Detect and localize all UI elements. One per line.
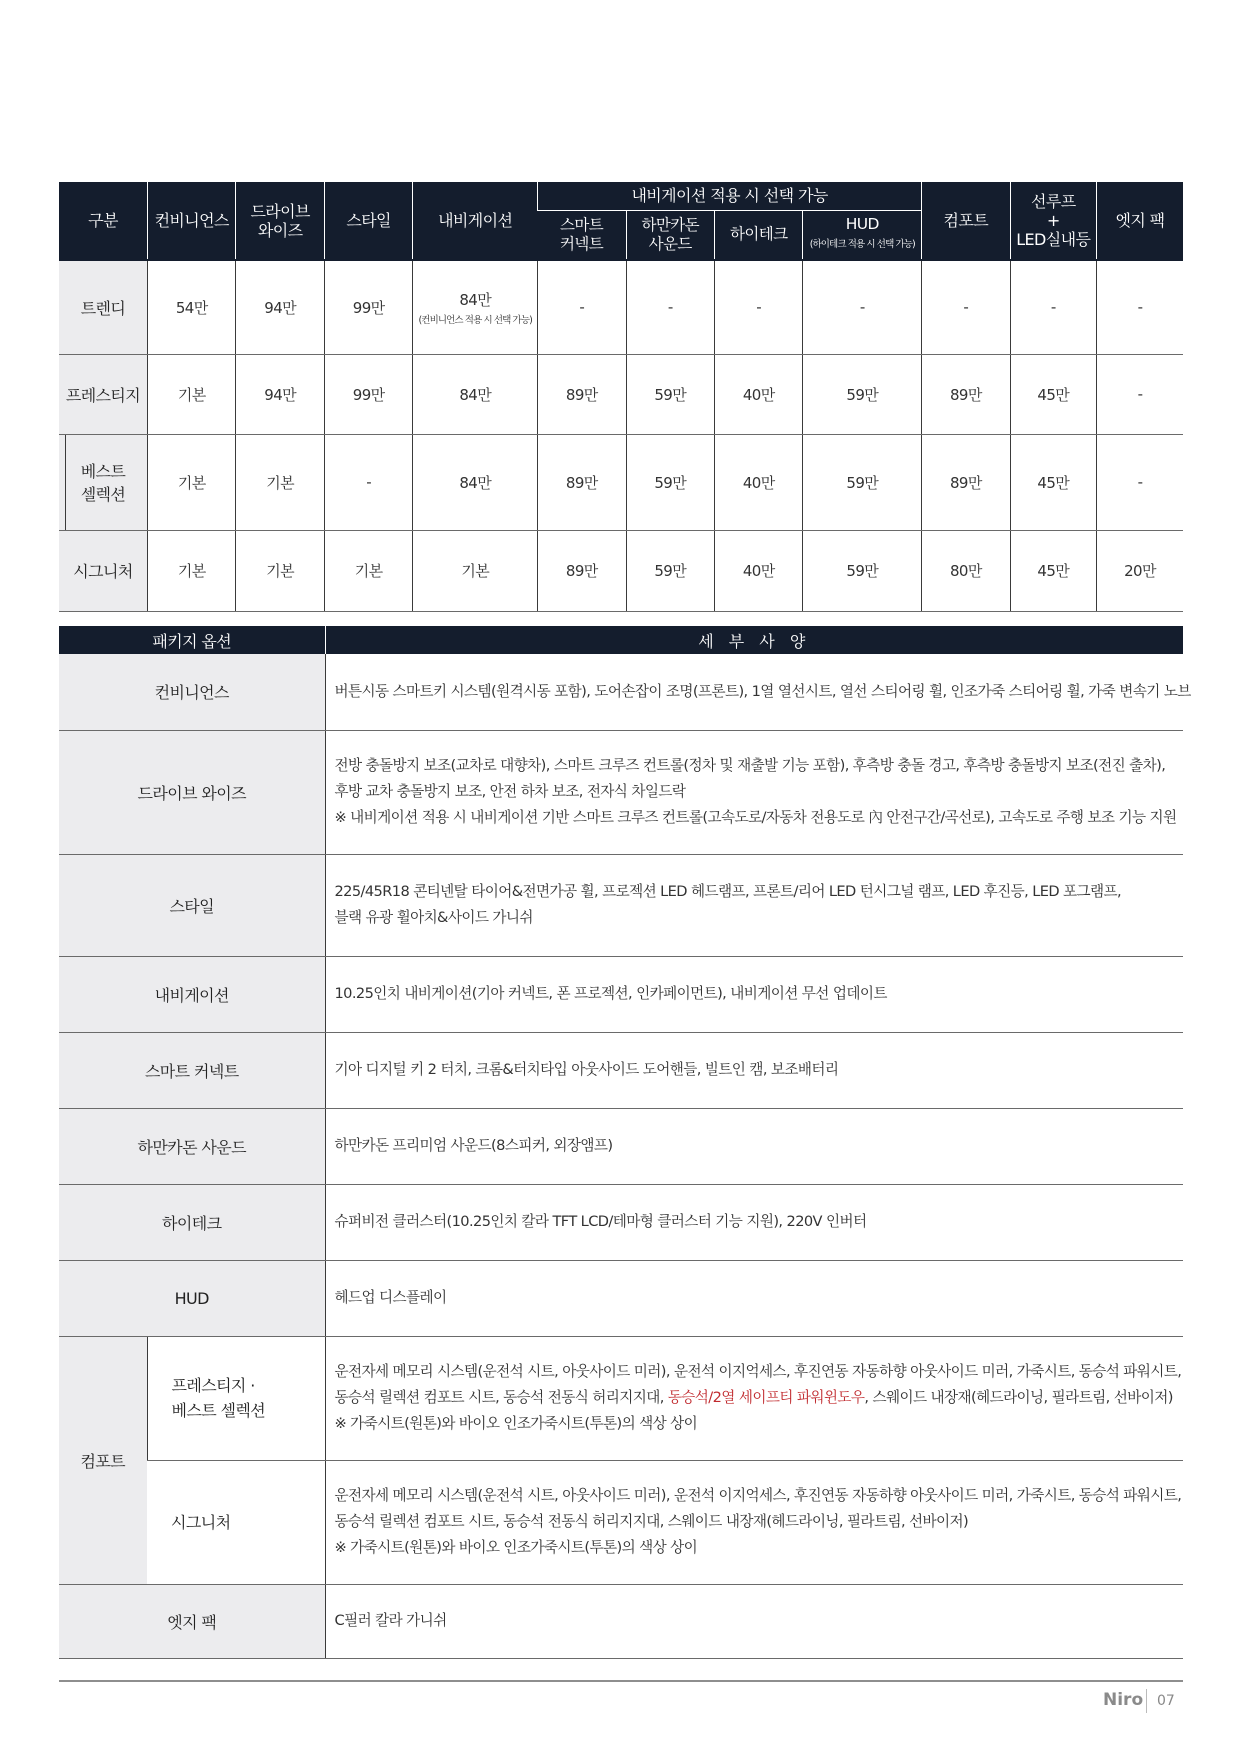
- package-table: [59, 626, 1191, 1659]
- col-drive-wise: 드라이브 와이즈: [236, 182, 324, 260]
- package-name: 엣지 팩: [59, 1584, 325, 1658]
- price-cell: 94만: [236, 260, 324, 354]
- price-cell: 54만: [147, 260, 235, 354]
- package-row-comfort-prestige: [59, 1336, 1183, 1460]
- price-cell: 45만: [1010, 354, 1096, 434]
- price-cell: 89만: [538, 530, 626, 611]
- price-cell: 84만 (컨비니언스 적용 시 선택 가능): [413, 260, 538, 354]
- col-convenience: 컨비니언스: [147, 182, 235, 260]
- package-row-drive-wise: [59, 730, 1183, 854]
- package-desc: 운전자세 메모리 시스템(운전석 시트, 아웃사이드 미러), 운전석 이지억세스, 후진연동 자동하향 아웃사이드 미러, 가죽시트, 동승석 파워시트, 동승석 릴렉션 컴포트 시트, 동승석 전동식 허리지지대, 동승석/2열 세이프티 파워윈도우, 스웨이드 내장재(헤드라이닝, 필라트림, 선바이저) ※ 가죽시트(원톤)와 바이오 인조가죽시트(투톤)의 색상 상이: [325, 1336, 1183, 1460]
- package-desc: C필러 칼라 가니쉬: [325, 1584, 1183, 1658]
- package-row-harman: [59, 1108, 1183, 1184]
- price-cell: -: [1097, 260, 1183, 354]
- price-cell: 59만: [803, 434, 922, 530]
- comfort-sub-prestige: 프레스티지 · 베스트 셀렉션: [147, 1336, 325, 1460]
- package-row-convenience: [59, 654, 1183, 730]
- price-cell: 99만: [324, 354, 412, 434]
- col-package-option: 패키지 옵션: [59, 626, 325, 654]
- package-desc: 슈퍼비전 클러스터(10.25인치 칼라 TFT LCD/테마형 클러스터 기능 지원), 220V 인버터: [325, 1184, 1183, 1260]
- col-style: 스타일: [324, 182, 412, 260]
- col-category: 구분: [59, 182, 147, 260]
- price-cell: 59만: [626, 530, 714, 611]
- price-cell: 기본: [324, 530, 412, 611]
- footer-divider: [59, 1680, 1183, 1682]
- price-cell: 기본: [147, 530, 235, 611]
- col-harman: 하만카돈 사운드: [626, 210, 714, 260]
- table-row-best-selection: [59, 434, 1183, 530]
- price-cell: 59만: [803, 530, 922, 611]
- price-cell: 20만: [1097, 530, 1183, 611]
- price-cell: 94만: [236, 354, 324, 434]
- price-cell: 기본: [236, 530, 324, 611]
- price-cell: 89만: [538, 434, 626, 530]
- price-cell: 99만: [324, 260, 412, 354]
- package-desc: 하만카돈 프리미엄 사운드(8스피커, 외장앰프): [325, 1108, 1183, 1184]
- price-cell: 40만: [714, 354, 802, 434]
- package-desc: 운전자세 메모리 시스템(운전석 시트, 아웃사이드 미러), 운전석 이지억세스, 후진연동 자동하향 아웃사이드 미러, 가죽시트, 동승석 파워시트, 동승석 릴렉션 컴포트 시트, 동승석 전동식 허리지지대, 스웨이드 내장재(헤드라이닝, 필라트림, 선바이저) ※ 가죽시트(원톤)와 바이오 인조가죽시트(투톤)의 색상 상이: [325, 1460, 1183, 1584]
- package-row-style: [59, 854, 1183, 956]
- col-detail-spec: 세 부 사 양: [325, 626, 1183, 654]
- price-cell: 기본: [236, 434, 324, 530]
- price-cell: -: [714, 260, 802, 354]
- footer-separator: [1146, 1689, 1147, 1713]
- price-cell: -: [1097, 434, 1183, 530]
- price-cell: 59만: [626, 434, 714, 530]
- price-cell: 40만: [714, 434, 802, 530]
- package-desc: 버튼시동 스마트키 시스템(원격시동 포함), 도어손잡이 조명(프론트), 1열 열선시트, 열선 스티어링 휠, 인조가죽 스티어링 휠, 가죽 변속기 노브: [325, 654, 1183, 730]
- package-row-comfort-signature: [59, 1460, 1183, 1584]
- price-cell: 기본: [147, 354, 235, 434]
- package-name: HUD: [59, 1260, 325, 1336]
- price-cell: -: [922, 260, 1010, 354]
- package-desc: 전방 충돌방지 보조(교차로 대향차), 스마트 크루즈 컨트롤(정차 및 재출발 기능 포함), 후측방 충돌 경고, 후측방 충돌방지 보조(전진 출차), 후방 교차 충돌방지 보조, 안전 하차 보조, 전자식 차일드락 ※ 내비게이션 적용 시 내비게이션 기반 스마트 크루즈 컨트롤(고속도로/자동차 전용도로 內 안전구간/곡선로), 고속도로 주행 보조 기능 지원: [325, 730, 1183, 854]
- price-cell: 기본: [147, 434, 235, 530]
- row-head: 시그니처: [59, 530, 147, 611]
- row-head: 베스트 셀렉션: [59, 434, 147, 530]
- price-cell: 84만: [413, 434, 538, 530]
- col-comfort: 컴포트: [922, 182, 1010, 260]
- page-number: 07: [1157, 1693, 1175, 1709]
- col-edge-pack: 엣지 팩: [1097, 182, 1183, 260]
- package-row-edge-pack: [59, 1584, 1183, 1658]
- price-cell: 89만: [922, 434, 1010, 530]
- package-desc: 10.25인치 내비게이션(기아 커넥트, 폰 프로젝션, 인카페이먼트), 내비게이션 무선 업데이트: [325, 956, 1183, 1032]
- price-cell: 80만: [922, 530, 1010, 611]
- table-row-trendy: [59, 260, 1183, 354]
- package-desc: 헤드업 디스플레이: [325, 1260, 1183, 1336]
- price-cell: 기본: [413, 530, 538, 611]
- package-name: 스타일: [59, 854, 325, 956]
- col-navigation: 내비게이션: [413, 182, 538, 260]
- package-name: 스마트 커넥트: [59, 1032, 325, 1108]
- price-cell: 40만: [714, 530, 802, 611]
- price-table: [59, 182, 1183, 612]
- package-name: 드라이브 와이즈: [59, 730, 325, 854]
- col-hitech: 하이테크: [714, 210, 802, 260]
- table-row-signature: [59, 530, 1183, 611]
- comfort-sub-signature: 시그니처: [147, 1460, 325, 1584]
- table-row-prestige: [59, 354, 1183, 434]
- package-desc: 기아 디지털 키 2 터치, 크롬&터치타입 아웃사이드 도어핸들, 빌트인 캠, 보조배터리: [325, 1032, 1183, 1108]
- package-name-comfort: 컴포트: [59, 1336, 147, 1584]
- package-name: 하만카돈 사운드: [59, 1108, 325, 1184]
- col-group-nav-options: 내비게이션 적용 시 선택 가능: [538, 182, 922, 210]
- package-row-hitech: [59, 1184, 1183, 1260]
- price-cell: -: [803, 260, 922, 354]
- price-cell: 84만: [413, 354, 538, 434]
- price-cell: -: [626, 260, 714, 354]
- price-cell: 59만: [626, 354, 714, 434]
- package-row-navigation: [59, 956, 1183, 1032]
- price-cell: 89만: [538, 354, 626, 434]
- indent-bar: [65, 435, 66, 530]
- footer-brand: Niro: [1103, 1690, 1144, 1710]
- package-row-hud: [59, 1260, 1183, 1336]
- highlight-text: 동승석/2열 세이프티 파워윈도우: [667, 1389, 865, 1406]
- price-cell: 59만: [803, 354, 922, 434]
- col-smart-connect: 스마트 커넥트: [538, 210, 626, 260]
- package-row-smart-connect: [59, 1032, 1183, 1108]
- package-name: 내비게이션: [59, 956, 325, 1032]
- package-name: 하이테크: [59, 1184, 325, 1260]
- row-head: 프레스티지: [59, 354, 147, 434]
- price-cell: 45만: [1010, 530, 1096, 611]
- price-cell: -: [538, 260, 626, 354]
- price-cell: -: [1010, 260, 1096, 354]
- price-cell: -: [1097, 354, 1183, 434]
- col-sunroof: 선루프 + LED실내등: [1010, 182, 1096, 260]
- price-cell: 89만: [922, 354, 1010, 434]
- package-name: 컨비니언스: [59, 654, 325, 730]
- package-desc: 225/45R18 콘티넨탈 타이어&전면가공 휠, 프로젝션 LED 헤드램프, 프론트/리어 LED 턴시그널 램프, LED 후진등, LED 포그램프, 블랙 유광 휠아치&사이드 가니쉬: [325, 854, 1183, 956]
- row-head: 트렌디: [59, 260, 147, 354]
- price-cell: -: [324, 434, 412, 530]
- price-cell: 45만: [1010, 434, 1096, 530]
- col-hud: HUD (하이테크 적용 시 선택 가능): [803, 210, 922, 260]
